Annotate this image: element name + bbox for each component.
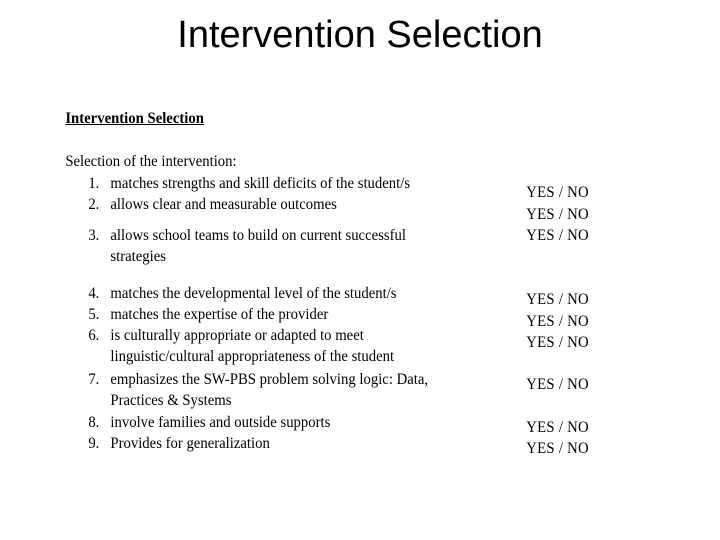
item-text: is culturally appropriate or adapted to meet <box>110 327 364 344</box>
item-number: 4. <box>88 285 100 302</box>
item-text: strategies <box>110 248 166 265</box>
yes-no-answer: YES / NO <box>526 376 589 393</box>
item-number: 9. <box>88 435 100 452</box>
item-number: 6. <box>88 327 100 344</box>
item-number: 2. <box>88 196 100 213</box>
item-text: emphasizes the SW-PBS problem solving logic: Data, <box>110 371 429 388</box>
item-text: Practices & Systems <box>110 392 232 409</box>
item-text: matches the developmental level of the student/s <box>110 285 397 302</box>
item-number: 8. <box>88 414 100 431</box>
item-text: linguistic/cultural appropriateness of the student <box>110 348 395 365</box>
item-text: allows school teams to build on current successful <box>110 227 406 244</box>
yes-no-answer: YES / NO <box>526 440 589 457</box>
slide-title: Intervention Selection <box>177 14 543 56</box>
document-heading: Intervention Selection <box>65 110 204 127</box>
item-number: 5. <box>88 306 100 323</box>
item-text: matches the expertise of the provider <box>110 306 329 323</box>
yes-no-answer: YES / NO <box>526 313 589 330</box>
item-number: 3. <box>88 227 100 244</box>
item-text: Provides for generalization <box>110 435 270 452</box>
item-text: allows clear and measurable outcomes <box>110 196 337 213</box>
item-text: involve families and outside supports <box>110 414 331 431</box>
yes-no-answer: YES / NO <box>526 291 589 308</box>
item-text: matches strengths and skill deficits of the student/s <box>110 175 411 192</box>
item-number: 7. <box>88 371 100 388</box>
yes-no-answer: YES / NO <box>526 334 589 351</box>
yes-no-answer: YES / NO <box>526 206 589 223</box>
yes-no-answer: YES / NO <box>526 184 589 201</box>
item-number: 1. <box>88 175 100 192</box>
yes-no-answer: YES / NO <box>526 227 589 244</box>
yes-no-answer: YES / NO <box>526 419 589 436</box>
document-intro: Selection of the intervention: <box>65 153 237 170</box>
